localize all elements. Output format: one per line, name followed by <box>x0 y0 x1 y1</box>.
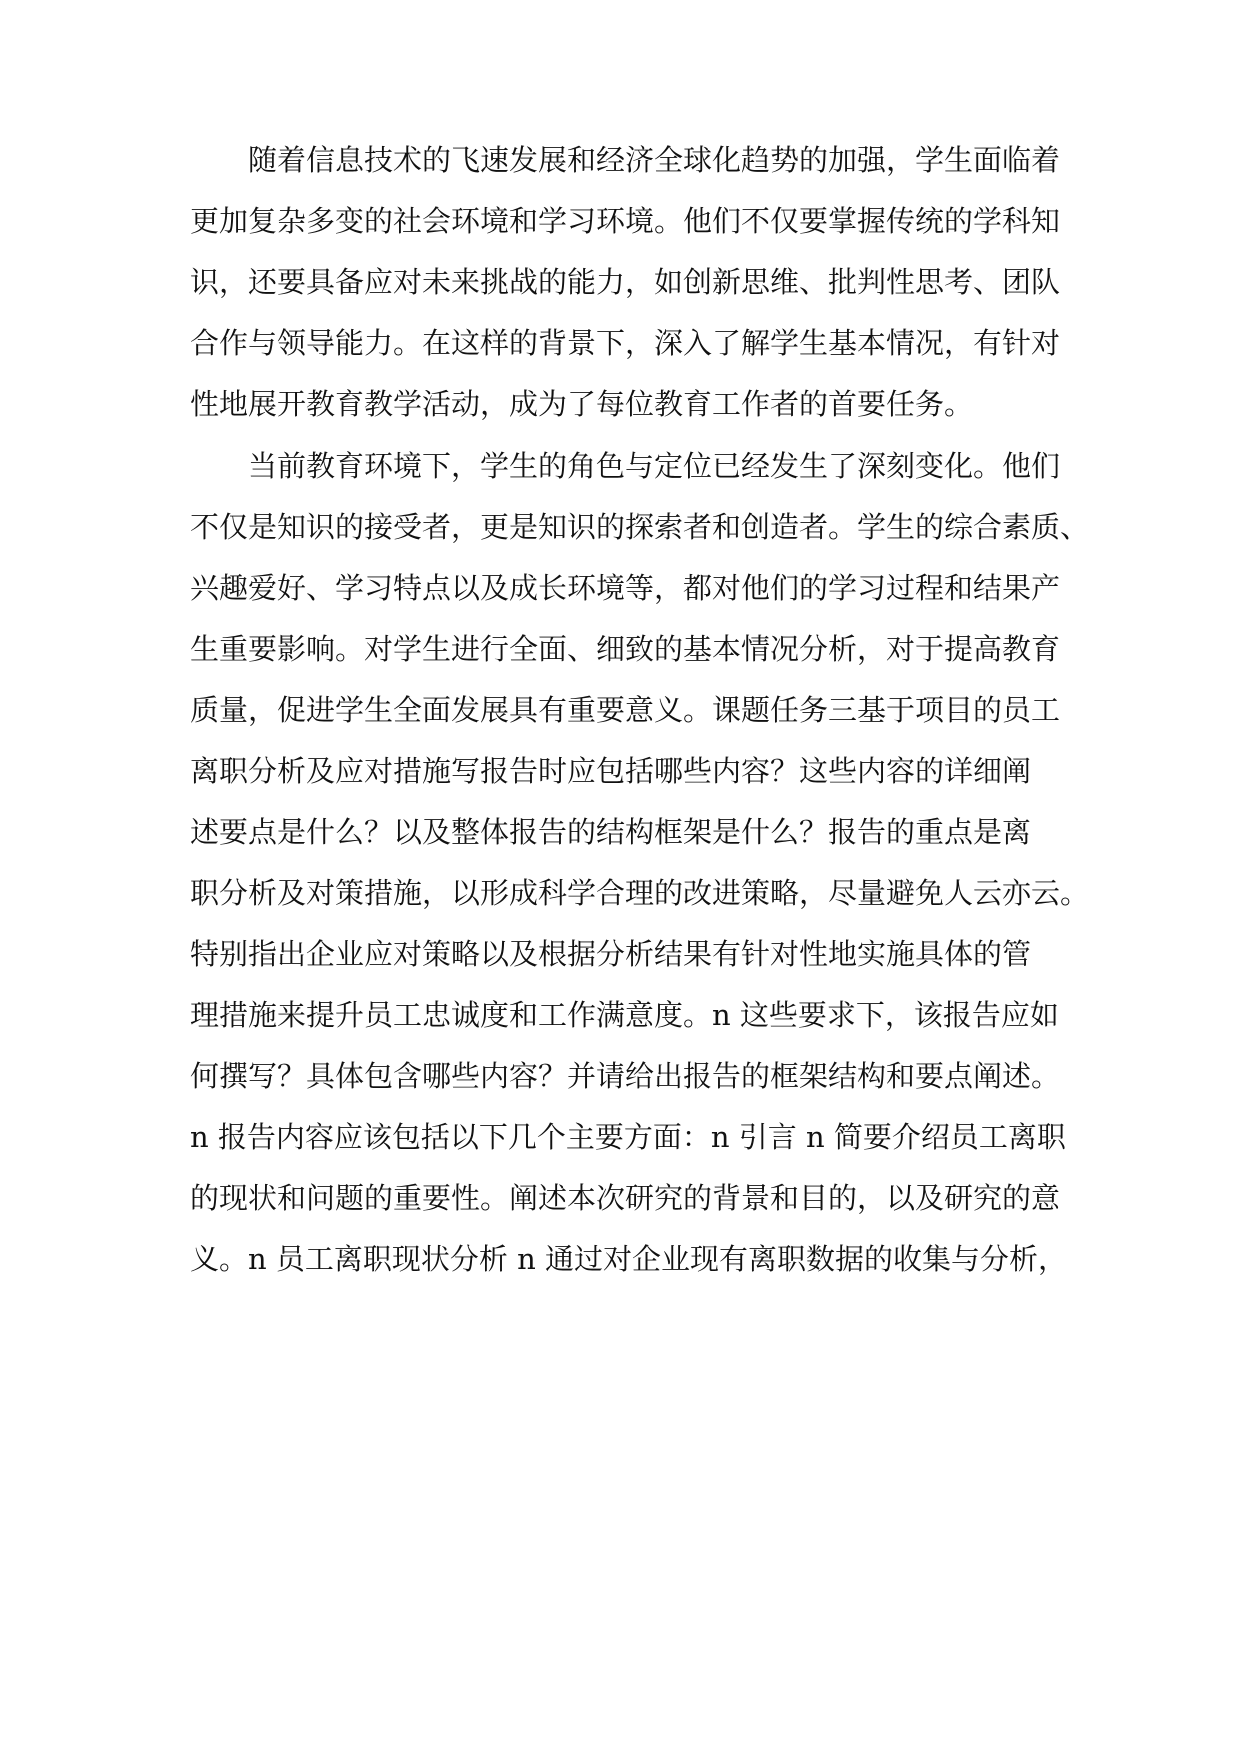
paragraph-2-line-13: 的现状和问题的重要性。阐述本次研究的背景和目的，以及研究的意 <box>190 1181 1061 1215</box>
paragraph-1-line-4: 合作与领导能力。在这样的背景下，深入了解学生基本情况，有针对 <box>190 326 1061 360</box>
paragraph-1-line-2: 更加复杂多变的社会环境和学习环境。他们不仅要掌握传统的学科知 <box>190 204 1061 238</box>
paragraph-2-line-9: 特别指出企业应对策略以及根据分析结果有针对性地实施具体的管 <box>190 937 1032 971</box>
paragraph-2-line-7: 述要点是什么？以及整体报告的结构框架是什么？报告的重点是离 <box>190 815 1032 849</box>
paragraph-2-line-8: 职分析及对策措施，以形成科学合理的改进策略，尽量避免人云亦云。 <box>190 876 1090 910</box>
paragraph-1-line-5: 性地展开教育教学活动，成为了每位教育工作者的首要任务。 <box>190 387 974 421</box>
paragraph-2-line-5: 质量，促进学生全面发展具有重要意义。课题任务三基于项目的员工 <box>190 693 1061 727</box>
paragraph-2-line-3: 兴趣爱好、学习特点以及成长环境等，都对他们的学习过程和结果产 <box>190 571 1061 605</box>
paragraph-2-line-14: 义。n 员工离职现状分析 n 通过对企业现有离职数据的收集与分析， <box>190 1242 1068 1276</box>
paragraph-2-line-1: 当前教育环境下，学生的角色与定位已经发生了深刻变化。他们 <box>248 449 1061 483</box>
paragraph-2-line-11: 何撰写？具体包含哪些内容？并请给出报告的框架结构和要点阐述。 <box>190 1059 1061 1093</box>
paragraph-2-line-2: 不仅是知识的接受者，更是知识的探索者和创造者。学生的综合素质、 <box>190 510 1090 544</box>
paragraph-2-line-10: 理措施来提升员工忠诚度和工作满意度。n 这些要求下，该报告应如 <box>190 998 1059 1032</box>
paragraph-1-line-1: 随着信息技术的飞速发展和经济全球化趋势的加强，学生面临着 <box>248 143 1061 177</box>
paragraph-2-line-6: 离职分析及应对措施写报告时应包括哪些内容？这些内容的详细阐 <box>190 754 1032 788</box>
paragraph-2-line-12: n 报告内容应该包括以下几个主要方面：n 引言 n 简要介绍员工离职 <box>190 1120 1066 1154</box>
paragraph-2-line-4: 生重要影响。对学生进行全面、细致的基本情况分析，对于提高教育 <box>190 632 1061 666</box>
paragraph-1-line-3: 识，还要具备应对未来挑战的能力，如创新思维、批判性思考、团队 <box>190 265 1061 299</box>
